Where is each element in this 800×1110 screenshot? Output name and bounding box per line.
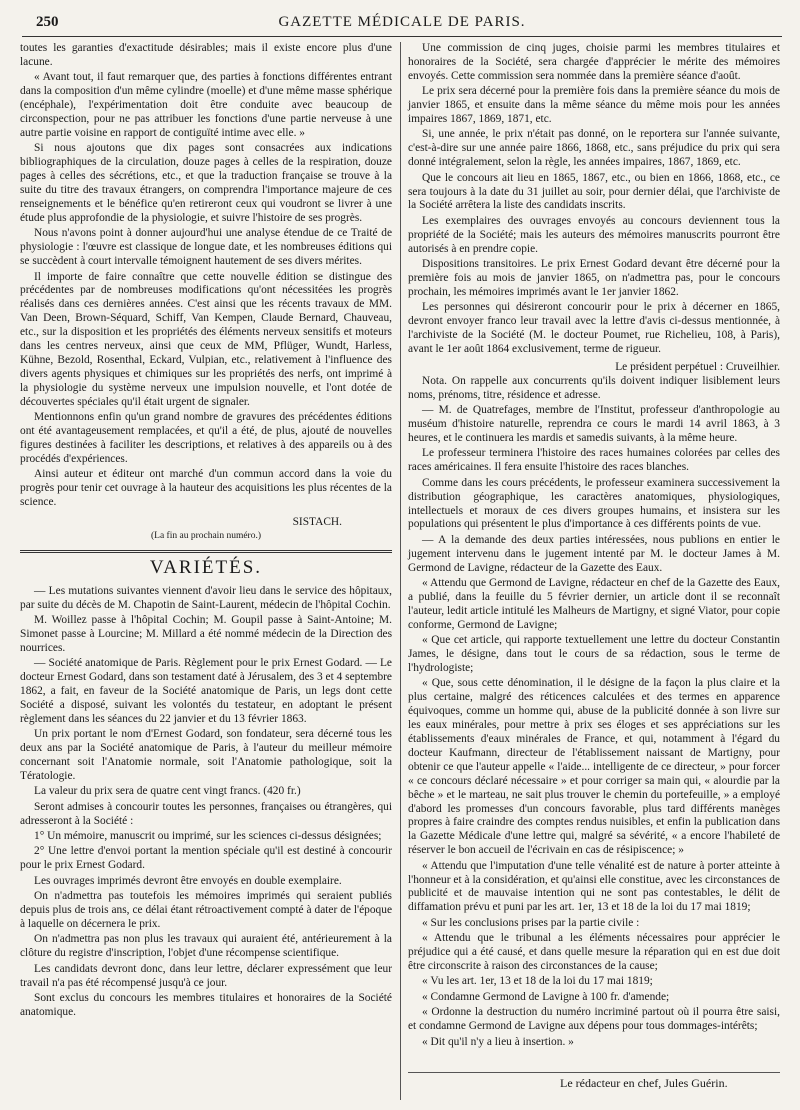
page-number: 250 [36, 14, 59, 30]
editor-signature: Le rédacteur en chef, Jules Guérin. [560, 1076, 728, 1090]
paragraph: Ainsi auteur et éditeur ont marché d'un commun accord dans la voie du progrès pour tenir cet ouvrage à la hauteur des acquisitions les plus récentes de la science. [20, 468, 392, 508]
paragraph: Un prix portant le nom d'Ernest Godard, son fondateur, sera décerné tous les deux ans par la Société anatomique de Paris, à l'auteur du meilleur mémoire concernant soit l'Anatomie normale, soit l'Anatomie pathologique, soit la Tératologie. [20, 728, 392, 782]
paragraph: « Ordonne la destruction du numéro incriminé partout où il pourra être saisi, et condamne Germond de Lavigne aux dépens pour tous dommages-intérêts; [408, 1006, 780, 1033]
paragraph: Le prix sera décerné pour la première fois dans la première séance du mois de janvier 1865, et ensuite dans la même séance du même mois pour les années impaires 1867, 1869, 1871, etc. [408, 85, 780, 126]
paragraph: Une commission de cinq juges, choisie parmi les membres titulaires et honoraires de la Société, sera chargée d'apprécier le mérite des mémoires envoyés. Cette commission sera nommée dans la première séance d'août. [408, 42, 780, 82]
paragraph: Dispositions transitoires. Le prix Ernest Godard devant être décerné pour la première fois au mois de janvier 1865, on n'admettra pas, pour le concours prochain, les mémoires imprimés avant le 1er janvier 1862. [408, 258, 780, 298]
column-divider [400, 42, 401, 1100]
paragraph: M. Woillez passe à l'hôpital Cochin; M. Goupil passe à Saint-Antoine; M. Simonet passe à Lourcine; M. Millard a été nommé médecin de la Direction des nourrices. [20, 613, 392, 654]
paragraph: — A la demande des deux parties intéressées, nous publions en entier le jugement intervenu dans le jugement intenté par M. le docteur James à M. Germond de Lavigne, rédacteur de la Gazette des Eaux. [408, 533, 780, 574]
paragraph: « Dit qu'il n'y a lieu à insertion. » [422, 1035, 574, 1048]
paragraph: « Attendu que le tribunal a les éléments nécessaires pour apprécier le préjudice qui a été causé, et dans quelle mesure la réparation qui en est due doit être circonscrite à raison des circonstances de la cause; [408, 932, 780, 972]
paragraph: Que le concours ait lieu en 1865, 1867, etc., ou bien en 1866, 1868, etc., ce sera toujours à la date du 31 juillet au soir, pour dernier délai, que l'archiviste de la Société arrêtera la liste des candidats inscrits. [408, 171, 780, 212]
paragraph: Si, une année, le prix n'était pas donné, on le reporterа sur l'année suivante, c'est-à-dire sur une année paire 1866, 1868, etc., sans préjudice du prix qui sera donné intégralement, selon la règle, les années impaires, 1867, 1869, etc. [408, 128, 780, 169]
footer-rule [408, 1072, 780, 1073]
continuation-note: (La fin au prochain numéro.) [151, 530, 261, 541]
paragraph: Comme dans les cours précédents, le professeur examinera successivement la distribution géographique, les caractères anatomiques, physiologiques, intellectuels et moraux de ces divers groupes humains, et insistera sur les populations qui présentent le plus d'importance à ces différents points de vue. [408, 476, 780, 531]
paragraph: Les ouvrages imprimés devront être envoyés en double exemplaire. [34, 874, 342, 887]
paragraph: Le professeur terminera l'histoire des races humaines colorées par celles des races américaines. Il fera ensuite l'histoire des races blanches. [408, 447, 780, 474]
paragraph: « Sur les conclusions prises par la partie civile : [422, 916, 640, 929]
paragraph: toutes les garanties d'exactitude désirables; mais il existe encore plus d'une lacune. [20, 42, 392, 68]
paragraph: « Vu les art. 1er, 13 et 18 de la loi du 17 mai 1819; [422, 975, 653, 988]
paragraph: Les personnes qui désireront concourir pour le prix à décerner en 1865, devront envoyer franco leur travail avec la lettre d'avis ci-dessus mentionnée, à l'archiviste de la Société (M. le docteur Poumet, rue Richelieu, 108, à Paris), avant le 1er août 1864 exclusivement, terme de rigueur. [408, 301, 780, 356]
paragraph: « Que cet article, qui rapporte textuellement une lettre du docteur Constantin James, le désigne, dans tout le cours de sa rédaction, sous le terme de l'hydrologiste; [408, 634, 780, 674]
paragraph: — Société anatomique de Paris. Règlement pour le prix Ernest Godard. — Le docteur Ernest Godard, dans son testament daté à Jérusalem, des 3 et 4 septembre 1862, a fait, en faveur de la Société anatomique de Paris, un legs dont cette Société a disposé, suivant les volontés du testateur, en adoptant le présent règlement dans les séances du 22 janvier et du 13 février 1863. [20, 657, 392, 725]
paragraph: On n'admettra pas toutefois les mémoires imprimés qui seraient publiés depuis plus de trois ans, ce délai étant rétroactivement compté à dater de l'époque à laquelle on décernera le prix. [20, 890, 392, 930]
paragraph: « Attendu que Germond de Lavigne, rédacteur en chef de la Gazette des Eaux, a publié, dans la feuille du 5 février dernier, un article dont il se reconnaît l'auteur, ledit article intitulé les Malheurs de Martigny, et signé Viator, pour copie conforme, Germond de Lavigne; [408, 577, 780, 631]
section-title: VARIÉTÉS. [149, 556, 263, 578]
paragraph: On n'admettra pas non plus les travaux qui auraient été, antérieurement à la clôture du registre d'inscription, l'objet d'une récompense scientifique. [20, 933, 392, 960]
author-signature: SISTACH. [292, 515, 342, 528]
paragraph: Si nous ajoutons que dix pages sont consacrées aux indications bibliographiques de la circulation, douze pages à celles de la respiration, douze pages à celles des sécrétions, etc., et que la traduction française se trouve à la suite du titre des travaux étrangers, on comprendra l'importance majeure de ces renseignements et le bénéfice qu'en retireront ceux qui voudront se livrer à une étude plus approfondie de la physiologie, et suivre l'histoire de ses progrès. [20, 142, 392, 224]
paragraph: Mentionnons enfin qu'un grand nombre de gravures des précédentes éditions ont été avantageusement remplacées, et qu'il a été, de plus, ajouté de nouvelles figures destinées à faciliter les descriptions, et relatives à des appareils ou à des procédés d'expériences. [20, 411, 392, 465]
section-divider [20, 550, 392, 553]
paragraph: 2° Une lettre d'envoi portant la mention spéciale qu'il est destiné à concourir pour le prix Ernest Godard. [20, 845, 392, 872]
paragraph: 1° Un mémoire, manuscrit ou imprimé, sur les sciences ci-dessus désignées; [34, 830, 382, 843]
paragraph: — Les mutations suivantes viennent d'avoir lieu dans le service des hôpitaux, par suite du décès de M. Chapotin de Saint-Laurent, médecin de l'hôpital Cochin. [20, 584, 392, 611]
paragraph: — M. de Quatrefages, membre de l'Institut, professeur d'anthropologie au muséum d'histoire naturelle, reprendra ce cours le mardi 14 avril 1863, à 3 heures, et le continuera les mardis et samedis suivants, à la même heure. [408, 404, 780, 444]
paragraph: « Condamne Germond de Lavigne à 100 fr. d'amende; [422, 990, 670, 1003]
paragraph: Sont exclus du concours les membres titulaires et honoraires de la Société anatomique. [20, 992, 392, 1018]
paragraph: Les exemplaires des ouvrages envoyés au concours deviennent tous la propriété de la Société; mais les auteurs des mémoires manuscrits pourront être autorisés à en prendre copie. [408, 214, 780, 255]
president-signature: Le président perpétuel : Cruveilhier. [615, 360, 780, 373]
paragraph: « Attendu que l'imputation d'une telle vénalité est de nature à porter atteinte à l'honneur et à la considération, et qu'ainsi elle constitue, avec les circonstances de publicité et de mauvaise intention qui ne sont pas contestables, le délit de diffamation prévu et puni par les art. 1er, 13 et 18 de la loi du 17 mai 1819; [408, 859, 780, 914]
paragraph: Nota. On rappelle aux concurrents qu'ils doivent indiquer lisiblement leurs noms, prénoms, titre, résidence et adresse. [408, 374, 780, 401]
paragraph: « Avant tout, il faut remarquer que, des parties à fonctions différentes entrant dans la composition d'un même cylindre (moelle) et d'une même masse sphérique (encéphale), l'expérimentation doit être conduite avec beaucoup de circonspection, pour ne pas attribuer les fonctions d'une partie nerveuse à une autre partie voisine en rapport de contiguïté intime avec elle. » [20, 71, 392, 139]
left-column [20, 42, 392, 1021]
paragraph: Seront admises à concourir toutes les personnes, françaises ou étrangères, qui adresseront à la Société : [20, 800, 392, 827]
paragraph: La valeur du prix sera de quatre cent vingt francs. (420 fr.) [34, 785, 301, 798]
paragraph: Il importe de faire connaître que cette nouvelle édition se distingue des précédentes par de nombreuses modifications qu'ont nécessitées les progrès réalisés dans ces dernières années. C'est ainsi que les récents travaux de MM. Van Deen, Brown-Séquard, Schiff, Van Kempen, Claude Bernard, Chauveau, etc., sur la disposition et les propriétés des éléments nerveux sensitifs et moteurs dans les centres nerveux, ainsi que ceux de MM, Pflüger, Wundt, Harless, Kühne, Bezold, Rosenthal, Eckard, Vulpian, etc., relativement à l'influence des divers agents physiques et chimiques sur les propriétés des nerfs, ont imprimé à la physiologie du système nerveux une impulsion nouvelle, et l'ont dotée de découvertes spéciales qu'il était urgent de signaler. [20, 270, 392, 408]
running-title: GAZETTE MÉDICALE DE PARIS. [278, 14, 526, 30]
paragraph: Nous n'avons point à donner aujourd'hui une analyse étendue de ce Traité de physiologie : l'œuvre est classique de longue date, et les nombreuses éditions qui se succèdent à court intervalle témoignent hautement de ses divers mérites. [20, 227, 392, 268]
right-column [408, 42, 780, 1051]
paragraph: Les candidats devront donc, dans leur lettre, déclarer expressément que leur travail n'a pas été récompensé jusqu'à ce jour. [20, 962, 392, 989]
paragraph: « Que, sous cette dénomination, il le désigne de la façon la plus claire et la plus certaine, malgré des réticences calculées et des termes en apparence équivoques, comme un homme qui, abuse de la publicité donnée à son livre sur les eaux minérales, pour mettre à prix ses éloges et ses appréciations sur les établissements d'eaux minérales de France, et qui, notamment à l'égard du docteur Kaufmann, directeur de l'établissement naissant de Martigny, pour obtenir ce que l'auteur appelle « l'aide... intelligente de ce directeur, » pour forcer « ce concours déclaré nécessaire » et pour corriger sa main qui, « alourdie par la bêche » et le marteau, ne sait plus trouver le chemin du portefeuille, » a employé d'abord les promesses d'un concours favorable, plus tard différents manèges propres à faire craindre des comptes rendus nuisibles, et enfin la publication dans la Gazette Médicale d'une lettre qui, malgré sa sévérité, « a encore l'habileté de réserver le bon accueil de l'écrivain en cas de résipiscence; » [408, 677, 780, 857]
page-header [22, 14, 782, 37]
